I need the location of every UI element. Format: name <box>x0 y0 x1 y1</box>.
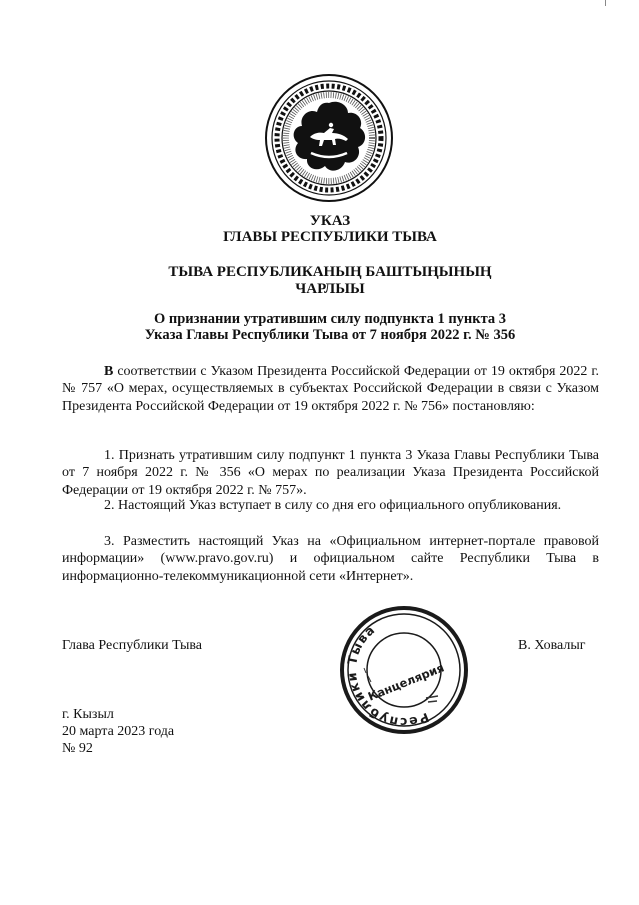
signatory-name: В. Ховалыг <box>518 638 586 653</box>
subject-line1: О признании утратившим силу подпункта 1 пункта 3 <box>153 311 507 327</box>
item-1-paragraph: 1. Признать утратившим силу подпункт 1 пункта 3 Указа Главы Республики Тыва от 7 ноября 2022 г. № 356 «О мерах по реализации Указа Президента Российской Федерации от 19 октября 2022 г. № 757». <box>62 448 599 498</box>
decree-issuer: ГЛАВЫ РЕСПУБЛИКИ ТЫВА <box>223 229 437 245</box>
corner-mark <box>605 0 606 6</box>
tuva-coat-of-arms-icon <box>264 73 394 203</box>
place-of-issue: г. Кызыл <box>62 707 114 722</box>
issue-date: 20 марта 2023 года <box>62 724 175 740</box>
chancellery-stamp-icon <box>338 604 470 736</box>
signatory-position: Глава Республики Тыва <box>62 638 203 653</box>
decree-title: УКАЗ <box>309 213 351 229</box>
svg-text:Канцелярия: Канцелярия <box>365 660 447 704</box>
tuvan-title-line2: ЧАРЛЫЫ <box>295 281 365 297</box>
place-date-number <box>62 706 174 758</box>
tuvan-title-line1: ТЫВА РЕСПУБЛИКАНЫҢ БАШТЫҢЫНЫҢ <box>168 264 492 280</box>
decree-number: № 92 <box>62 741 93 757</box>
svg-text:Республики Тыва: Республики Тыва <box>343 621 432 731</box>
item-2-paragraph: 2. Настоящий Указ вступает в силу со дня его официального опубликования. <box>104 498 562 513</box>
subject-line2: Указа Главы Республики Тыва от 7 ноября 2022 г. № 356 <box>144 327 516 343</box>
preamble-paragraph: В соответствии с Указом Президента Российской Федерации от 19 октября 2022 г. № 757 «О мерах, осуществляемых в субъектах Российской Федерации в связи с Указом Президента Российской Федерации от 19 октября 2022 г. № 756» постановляю: <box>62 364 599 414</box>
item-3-paragraph: 3. Разместить настоящий Указ на «Официальном интернет-портале правовой информации» (www.pravo.gov.ru) и официальном сайте Республики Тыва в информационно-телекоммуникационной сети «Интернет». <box>62 534 599 584</box>
